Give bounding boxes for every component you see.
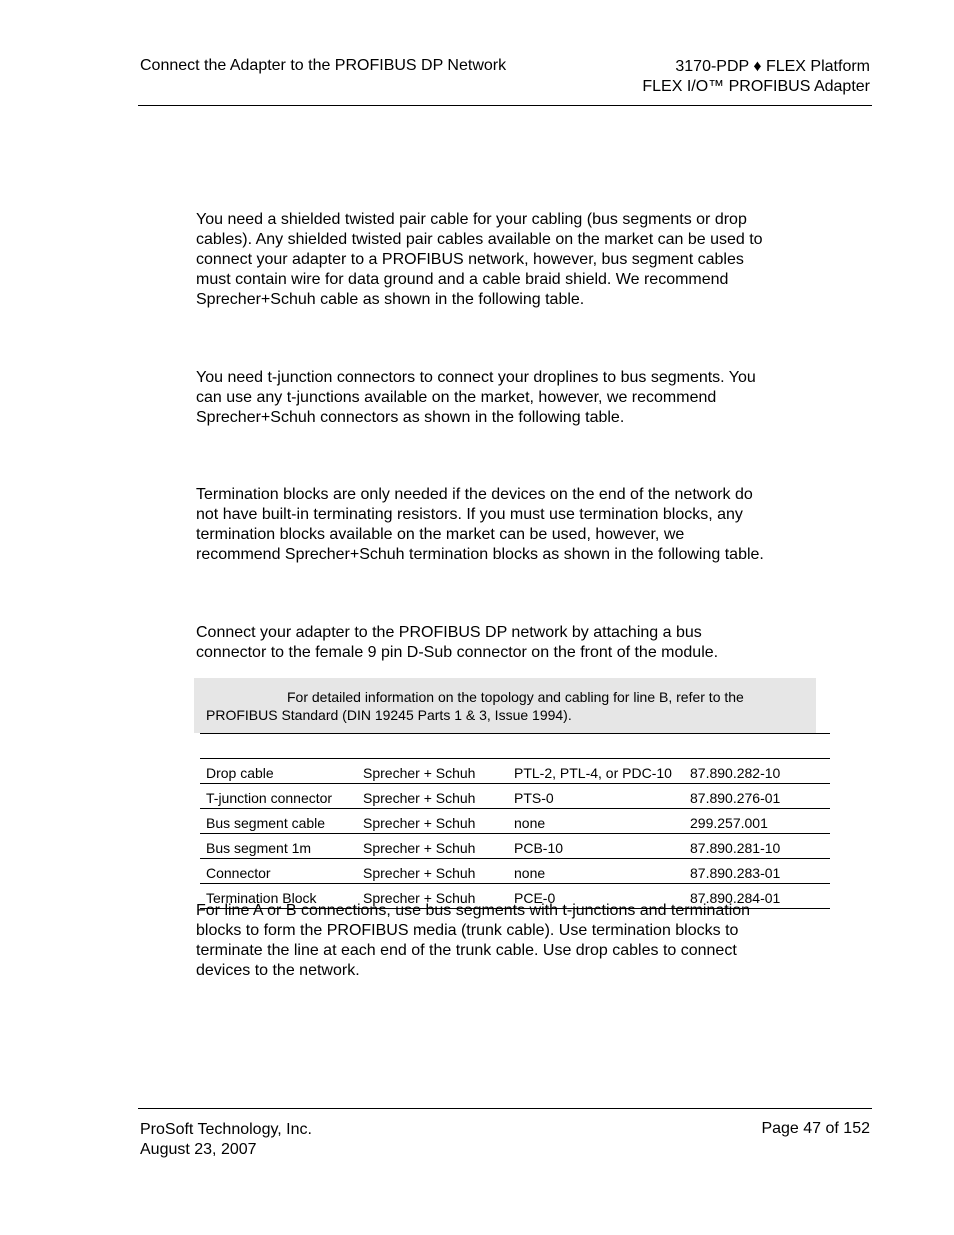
parts-table [200,733,830,909]
header-section-title: Connect the Adapter to the PROFIBUS DP Network [140,57,507,74]
table-cell-manufacturer: Sprecher + Schuh [357,784,508,809]
table-header-cell [684,734,830,759]
note-box [194,678,816,733]
footer-page-number: Page 47 of 152 [761,1120,870,1137]
text-line: cables). Any shielded twisted pair cables available on the market can be used to [196,231,763,248]
text-line: Sprecher+Schuh connectors as shown in the following table. [196,409,625,426]
header-rule [138,105,872,106]
note-line-2: PROFIBUS Standard (DIN 19245 Parts 1 & 3, Issue 1994). [206,707,572,723]
connect-paragraph [196,623,816,663]
table-row [200,859,830,884]
table-header-row [200,734,830,759]
line-ab-paragraph [196,901,816,981]
text-line: Termination blocks are only needed if the devices on the end of the network do [196,486,753,503]
cables-paragraph [196,210,816,310]
table-cell-description: Drop cable [200,759,357,784]
table-row [200,784,830,809]
header-product [642,57,870,97]
table-cell-manufacturer: Sprecher + Schuh [357,859,508,884]
text-line: blocks to form the PROFIBUS media (trunk cable). Use termination blocks to [196,922,739,939]
table-cell-number: 87.890.284-01 [684,884,830,909]
footer-rule [138,1108,872,1109]
table-cell-part: PTL-2, PTL-4, or PDC-10 [508,759,684,784]
table-cell-number: 87.890.283-01 [684,859,830,884]
text-line: connect your adapter to a PROFIBUS network, however, bus segment cables [196,251,744,268]
text-line: Connect your adapter to the PROFIBUS DP network by attaching a bus [196,624,702,641]
table-row [200,759,830,784]
table-cell-description: Termination Block [200,884,357,909]
text-line: recommend Sprecher+Schuh termination blocks as shown in the following table. [196,546,764,563]
text-line: Sprecher+Schuh cable as shown in the following table. [196,291,585,308]
table-cell-number: 87.890.282-10 [684,759,830,784]
connectors-paragraph [196,368,816,428]
footer-date: August 23, 2007 [140,1141,257,1158]
table-cell-part: PTS-0 [508,784,684,809]
table-cell-description: Bus segment 1m [200,834,357,859]
table-cell-description: T-junction connector [200,784,357,809]
footer-company: ProSoft Technology, Inc. [140,1121,312,1138]
text-line: terminate the line at each end of the trunk cable. Use drop cables to connect [196,942,737,959]
header-product-line1: 3170-PDP ♦ FLEX Platform [675,58,870,75]
table-header-cell [508,734,684,759]
table-cell-part: PCE-0 [508,884,684,909]
table-cell-manufacturer: Sprecher + Schuh [357,884,508,909]
table-cell-manufacturer: Sprecher + Schuh [357,809,508,834]
table-cell-number: 87.890.276-01 [684,784,830,809]
table-cell-manufacturer: Sprecher + Schuh [357,759,508,784]
table-cell-description: Bus segment cable [200,809,357,834]
table-cell-part: PCB-10 [508,834,684,859]
table-header-cell [200,734,357,759]
text-line: You need a shielded twisted pair cable for your cabling (bus segments or drop [196,211,747,228]
text-line: For line A or B connections, use bus segments with t-junctions and termination [196,902,751,919]
text-line: termination blocks available on the market can be used, however, we [196,526,685,543]
text-line: connector to the female 9 pin D-Sub connector on the front of the module. [196,644,719,661]
table-cell-number: 299.257.001 [684,809,830,834]
table-cell-part: none [508,859,684,884]
note-line-1: For detailed information on the topology and cabling for line B, refer to the [287,689,744,705]
table-cell-part: none [508,809,684,834]
table-cell-description: Connector [200,859,357,884]
table-cell-manufacturer: Sprecher + Schuh [357,834,508,859]
footer-company-block [140,1120,312,1160]
header-product-line2: FLEX I/O™ PROFIBUS Adapter [642,78,870,95]
text-line: You need t-junction connectors to connect your droplines to bus segments. You [196,369,756,386]
table-header-cell [357,734,508,759]
table-row [200,834,830,859]
text-line: must contain wire for data ground and a cable braid shield. We recommend [196,271,729,288]
table-cell-number: 87.890.281-10 [684,834,830,859]
text-line: devices to the network. [196,962,360,979]
text-line: not have built-in terminating resistors. If you must use termination blocks, any [196,506,743,523]
text-line: can use any t-junctions available on the market, however, we recommend [196,389,717,406]
table-row [200,809,830,834]
termination-paragraph [196,485,816,565]
